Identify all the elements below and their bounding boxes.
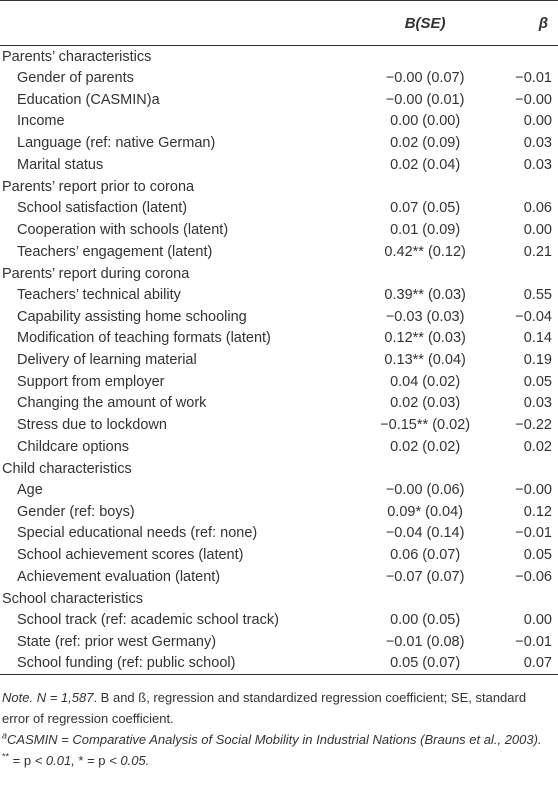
b-se-value: 0.02 (0.09): [390, 135, 461, 152]
b-se-value: 0.39** (0.03): [384, 286, 466, 303]
b-se-value: 0.02 (0.02): [390, 438, 461, 455]
section-label: Child characteristics: [2, 460, 132, 477]
beta-value: 0.00: [523, 113, 552, 130]
beta-value: −0.04: [515, 308, 552, 325]
table-row: [0, 653, 558, 675]
beta-value: 0.14: [523, 330, 552, 347]
beta-value: [475, 588, 558, 610]
beta-value: 0.06: [523, 200, 552, 217]
beta-value: 0.03: [523, 156, 552, 173]
table-notes: [0, 675, 558, 771]
table-body: [0, 46, 558, 675]
table-row: [0, 89, 558, 111]
table-row: [0, 479, 558, 501]
table-row: [0, 132, 558, 154]
row-label: School track (ref: academic school track): [17, 612, 279, 629]
table-row: [0, 566, 558, 588]
header-beta: β: [475, 1, 558, 46]
b-se-value: 0.00 (0.00): [390, 113, 461, 130]
section-label: Parents’ characteristics: [2, 49, 152, 66]
table-row: [0, 219, 558, 241]
beta-value: [475, 262, 558, 284]
table-header-row: [0, 1, 558, 46]
row-label: Changing the amount of work: [17, 395, 207, 412]
b-se-value: −0.00 (0.07): [385, 70, 465, 87]
beta-value: −0.01: [515, 70, 552, 87]
footnote-a: $^a$CASMIN = Comparative Analysis of Social Mobility in Industrial Nations (Brauns et al., 2003).: [2, 730, 542, 747]
row-label: Teachers’ technical ability: [17, 286, 181, 303]
row-label: Gender of parents: [17, 70, 134, 87]
table-row: [0, 631, 558, 653]
beta-value: 0.05: [523, 373, 552, 390]
b-se-value: 0.12** (0.03): [384, 330, 466, 347]
table-row: [0, 544, 558, 566]
section-label: Parents’ report prior to corona: [2, 178, 195, 195]
b-se-value: [279, 176, 475, 198]
b-se-value: −0.00 (0.01): [385, 91, 465, 108]
beta-value: −0.01: [515, 633, 552, 650]
b-se-value: −0.15** (0.02): [380, 417, 471, 434]
b-se-value: 0.13** (0.04): [384, 351, 466, 368]
section-row: [0, 588, 558, 610]
beta-value: 0.55: [523, 286, 552, 303]
beta-value: [475, 176, 558, 198]
row-label: Achievement evaluation (latent): [17, 568, 221, 585]
table-row: [0, 436, 558, 458]
b-se-value: 0.06 (0.07): [390, 547, 461, 564]
table-row: [0, 154, 558, 176]
b-se-value: 0.02 (0.03): [390, 395, 461, 412]
row-label: Cooperation with schools (latent): [17, 221, 229, 238]
row-label: Teachers’ engagement (latent): [17, 243, 213, 260]
beta-value: 0.19: [523, 351, 552, 368]
section-row: [0, 46, 558, 68]
table-row: [0, 197, 558, 219]
beta-value: 0.00: [523, 612, 552, 629]
b-se-value: 0.01 (0.09): [390, 221, 461, 238]
table-row: [0, 67, 558, 89]
beta-value: −0.00: [515, 91, 552, 108]
row-label: Support from employer: [17, 373, 165, 390]
b-se-value: [279, 46, 475, 68]
beta-value: 0.02: [523, 438, 552, 455]
beta-value: 0.07: [475, 653, 558, 675]
table-row: [0, 306, 558, 328]
table-row: [0, 241, 558, 263]
row-label: Childcare options: [17, 438, 130, 455]
b-se-value: −0.00 (0.06): [385, 482, 465, 499]
row-label: Gender (ref: boys): [17, 503, 135, 520]
section-row: [0, 176, 558, 198]
row-label: School satisfaction (latent): [17, 200, 188, 217]
significance-note: ** = p < 0.01, * = p < 0.05.: [2, 751, 150, 768]
row-label: State (ref: prior west Germany): [17, 633, 217, 650]
table-row: [0, 371, 558, 393]
b-se-value: −0.07 (0.07): [385, 568, 465, 585]
beta-value: [475, 46, 558, 68]
b-se-value: 0.00 (0.05): [390, 612, 461, 629]
b-se-value: [279, 262, 475, 284]
b-se-value: 0.02 (0.04): [390, 156, 461, 173]
table-row: [0, 393, 558, 415]
table-row: [0, 414, 558, 436]
section-label: School characteristics: [2, 591, 144, 608]
beta-value: −0.00: [515, 482, 552, 499]
note-line: Note. N = 1,587. B and ß, regression and standardized regression coefficient; SE, standard error of regression coefficient.: [2, 689, 527, 726]
table-row: [0, 523, 558, 545]
beta-value: 0.05: [523, 547, 552, 564]
beta-value: [475, 458, 558, 480]
beta-value: −0.22: [515, 417, 552, 434]
b-se-value: 0.42** (0.12): [384, 243, 466, 260]
section-label: Parents’ report during corona: [2, 265, 190, 282]
table-row: [0, 327, 558, 349]
b-se-value: [279, 588, 475, 610]
b-se-value: 0.05 (0.07): [279, 653, 475, 675]
b-se-value: −0.03 (0.03): [385, 308, 465, 325]
row-label: Special educational needs (ref: none): [17, 525, 258, 542]
table-row: [0, 284, 558, 306]
header-label: [0, 1, 279, 46]
beta-value: −0.06: [515, 568, 552, 585]
table-row: [0, 501, 558, 523]
row-label: School achievement scores (latent): [17, 547, 244, 564]
row-label: Education (CASMIN)a: [17, 91, 160, 108]
row-label: School funding (ref: public school): [0, 653, 279, 675]
row-label: Marital status: [17, 156, 104, 173]
beta-value: 0.12: [523, 503, 552, 520]
table-row: [0, 349, 558, 371]
beta-value: 0.00: [523, 221, 552, 238]
b-se-value: [279, 458, 475, 480]
b-se-value: 0.04 (0.02): [390, 373, 461, 390]
header-b-se: B(SE): [279, 1, 475, 46]
row-label: Age: [17, 482, 43, 499]
section-row: [0, 262, 558, 284]
beta-value: 0.03: [523, 395, 552, 412]
table-row: [0, 609, 558, 631]
row-label: Stress due to lockdown: [17, 417, 167, 434]
section-row: [0, 458, 558, 480]
b-se-value: 0.07 (0.05): [390, 200, 461, 217]
row-label: Income: [17, 113, 65, 130]
b-se-value: −0.04 (0.14): [385, 525, 465, 542]
table-row: [0, 111, 558, 133]
row-label: Modification of teaching formats (latent): [17, 330, 271, 347]
b-se-value: −0.01 (0.08): [385, 633, 465, 650]
row-label: Delivery of learning material: [17, 351, 197, 368]
row-label: Capability assisting home schooling: [17, 308, 247, 325]
row-label: Language (ref: native German): [17, 135, 216, 152]
b-se-value: 0.09* (0.04): [387, 503, 464, 520]
beta-value: 0.21: [523, 243, 552, 260]
beta-value: 0.03: [523, 135, 552, 152]
beta-value: −0.01: [515, 525, 552, 542]
